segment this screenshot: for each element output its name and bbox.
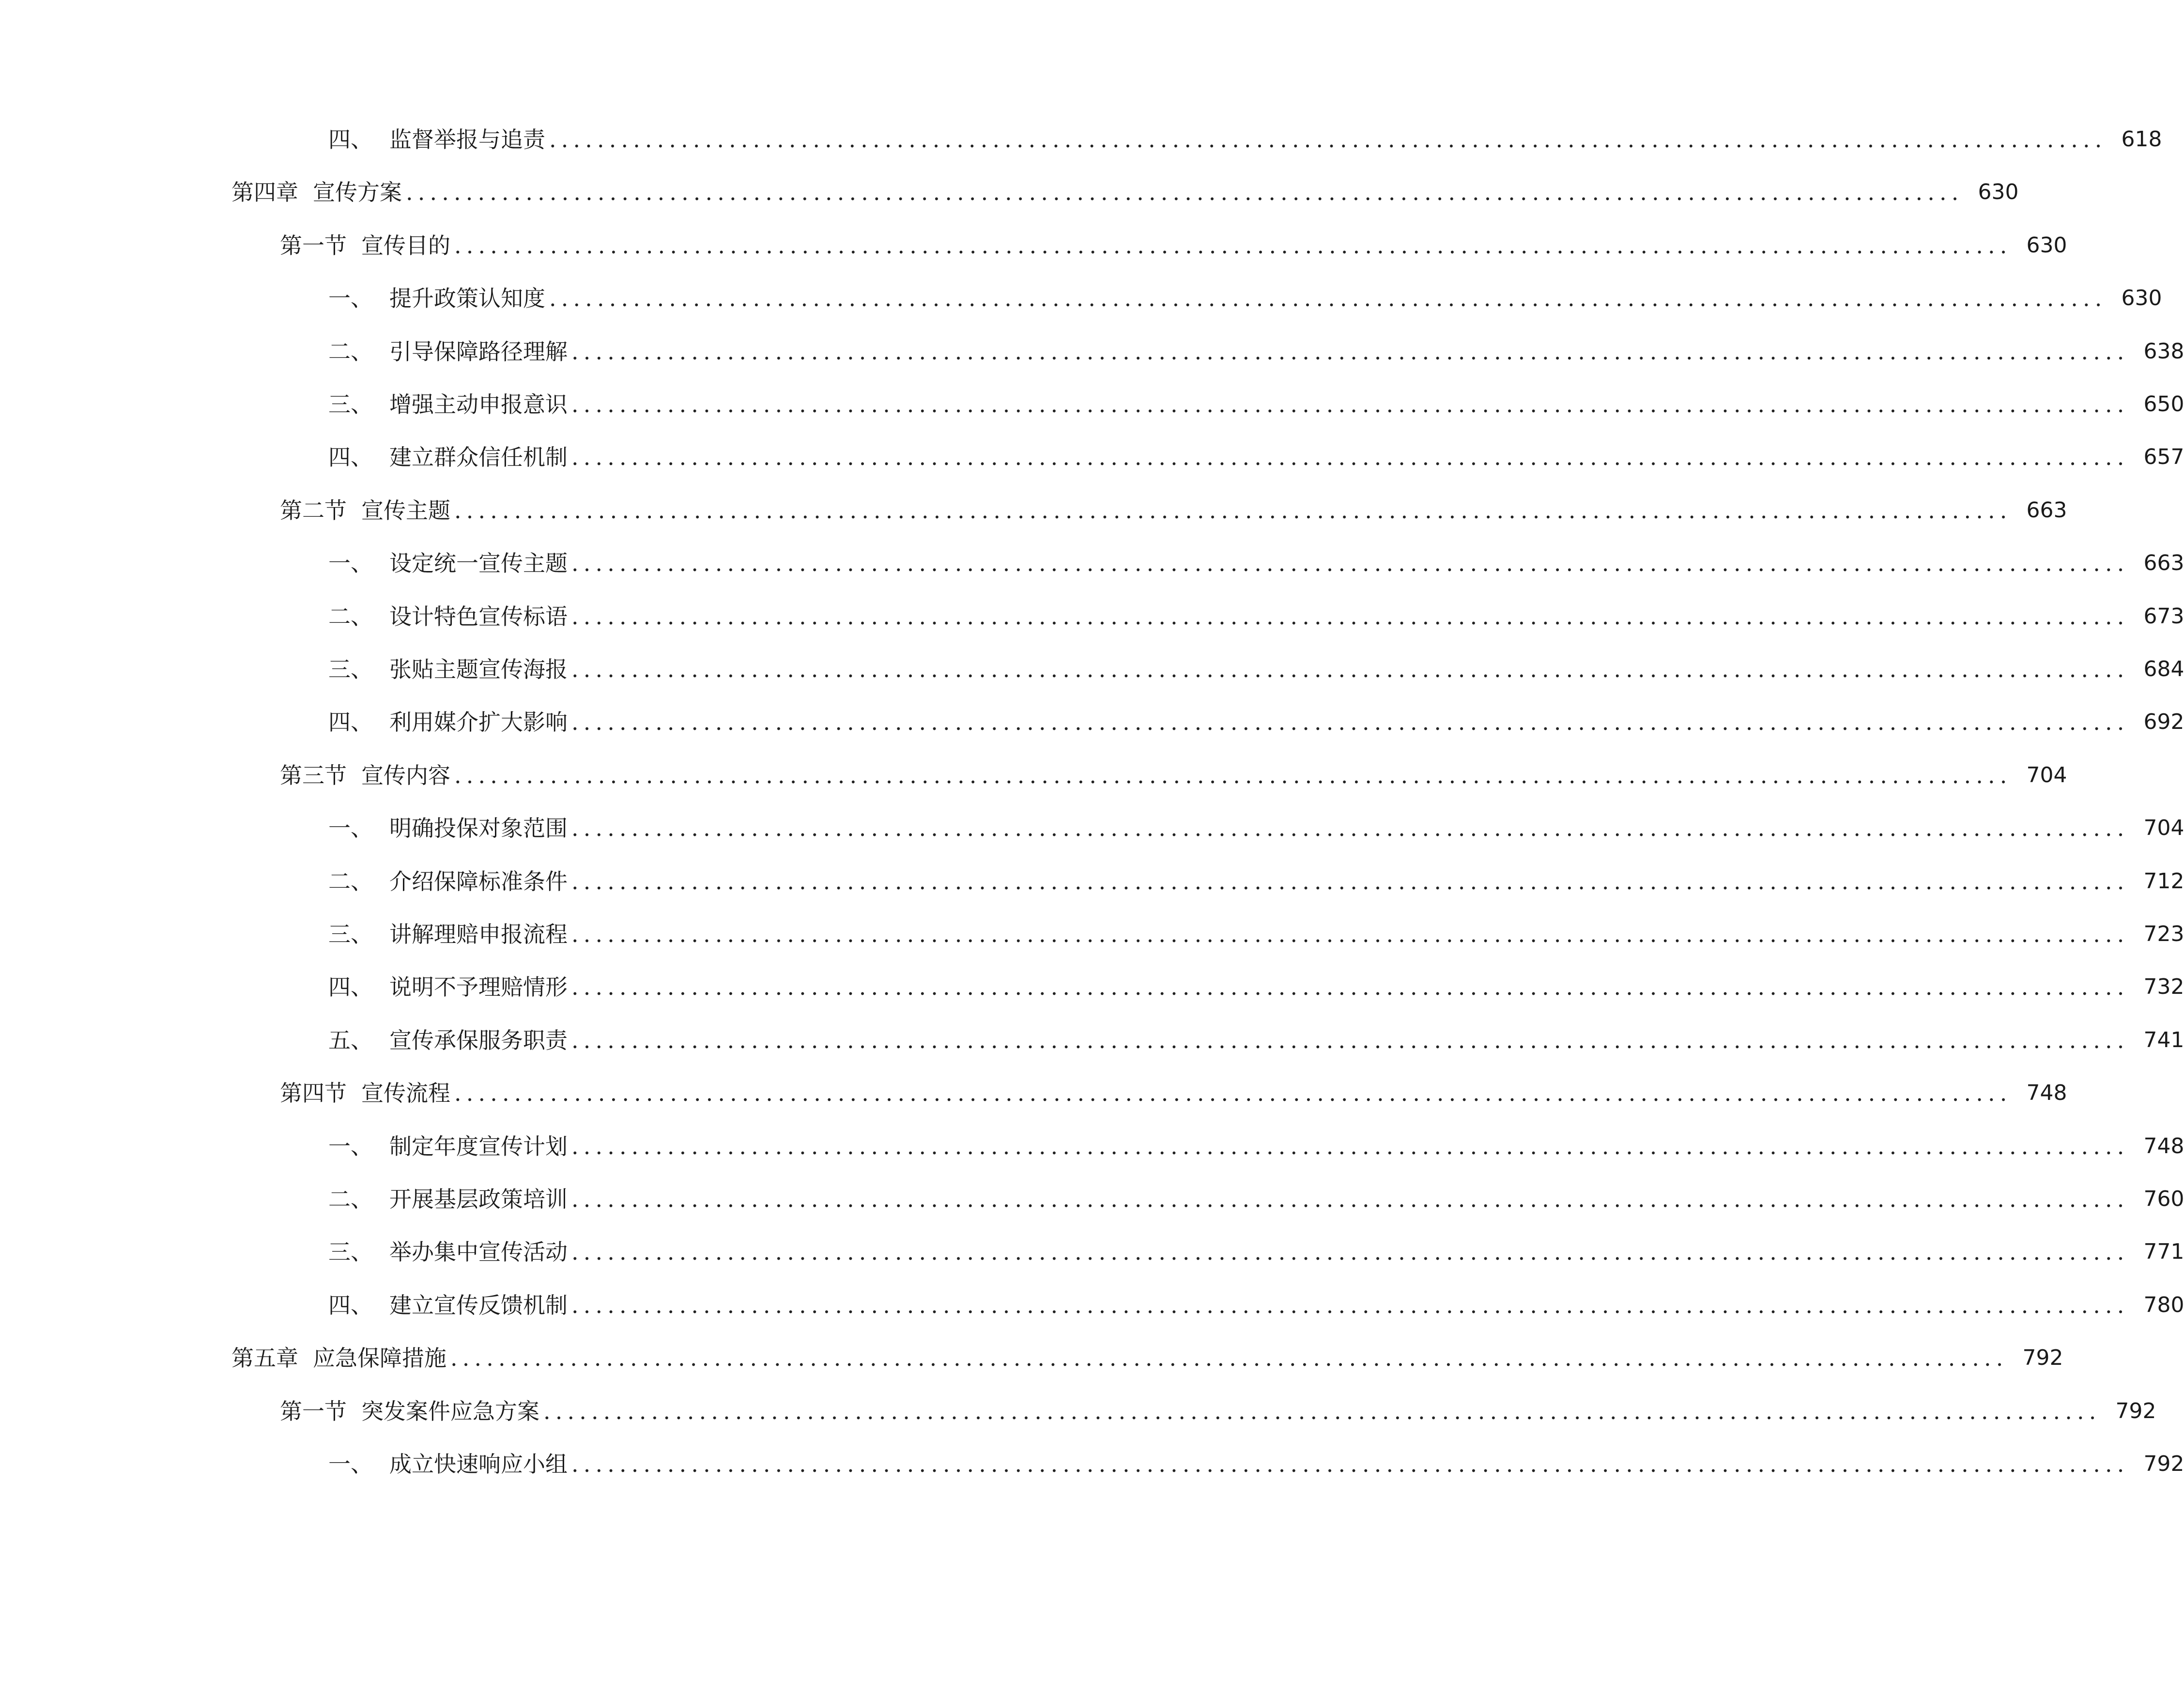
toc-entry[interactable] [328,1014,2184,1067]
toc-entry-number: 二、 [328,603,373,630]
toc-page-number: 663 [2026,497,2067,523]
toc-entry-number: 第一节 [280,232,347,259]
toc-entry-number: 三、 [328,921,373,947]
toc-entry-title: 介绍保障标准条件 [389,868,568,895]
toc-entry[interactable] [280,1385,2156,1438]
toc-dot-leader: .................................................................................................................................. [454,232,2012,259]
toc-page-number: 618 [2121,127,2162,152]
toc-entry-title: 监督举报与追责 [389,126,545,153]
toc-entry-title: 宣传目的 [361,232,450,259]
toc-entry-heading [328,1453,568,1475]
toc-entry-title: 突发案件应急方案 [361,1398,539,1424]
toc-page-number: 792 [2115,1398,2156,1423]
toc-page-number: 630 [1978,180,2019,205]
toc-entry-title: 利用媒介扩大影响 [389,709,568,736]
toc-entry-number: 第四节 [280,1080,347,1107]
toc-entry-number: 二、 [328,868,373,895]
toc-entry[interactable] [328,378,2184,431]
toc-entry-number: 一、 [328,1133,373,1159]
toc-entry-number: 一、 [328,1451,373,1477]
toc-entry-heading [280,1400,539,1422]
toc-entry[interactable] [328,1279,2184,1332]
toc-dot-leader: .................................................................................................................................. [454,497,2012,524]
toc-entry-title: 建立宣传反馈机制 [389,1292,568,1318]
toc-entry-number: 一、 [328,285,373,312]
toc-entry-number: 第一节 [280,1398,347,1424]
toc-entry-title: 增强主动申报意识 [389,391,568,417]
toc-entry-title: 成立快速响应小组 [389,1451,568,1477]
toc-entry-title: 讲解理赔申报流程 [389,921,568,947]
toc-page-number: 792 [2022,1345,2063,1371]
toc-dot-leader: .................................................................................................................................. [571,815,2129,842]
toc-entry-number: 二、 [328,1186,373,1212]
toc-entry-title: 张贴主题宣传海报 [389,656,568,682]
toc-page-number: 780 [2143,1292,2184,1317]
toc-entry-title: 建立群众信任机制 [389,444,568,471]
toc-entry-heading [328,393,568,416]
toc-entry[interactable] [328,113,2162,166]
toc-dot-leader: .................................................................................................................................. [571,656,2129,682]
toc-dot-leader: .................................................................................................................................. [549,285,2107,312]
toc-entry[interactable] [328,1120,2184,1173]
toc-entry-heading [328,550,568,577]
toc-entry-title: 设计特色宣传标语 [389,603,568,630]
toc-entry-number: 四、 [328,126,373,153]
toc-entry-title: 宣传方案 [313,179,402,206]
toc-entry-number: 三、 [328,656,373,682]
toc-dot-leader: .................................................................................................................................. [454,1080,2012,1107]
toc-entry-number: 第三节 [280,762,347,788]
toc-entry-heading [328,605,568,628]
toc-entry[interactable] [328,695,2184,749]
toc-entry-number: 五、 [328,1027,373,1053]
toc-entry-heading [231,179,402,206]
toc-dot-leader: .................................................................................................................................. [571,391,2129,417]
toc-entry-heading [328,1029,568,1051]
toc-entry[interactable] [328,1173,2184,1226]
toc-entry-number: 第五章 [231,1345,298,1372]
toc-page-number: 792 [2143,1452,2184,1476]
toc-dot-leader: .................................................................................................................................. [571,1133,2129,1159]
toc-entry[interactable] [328,960,2184,1014]
toc-entry-number: 第二节 [280,497,347,524]
toc-entry-title: 宣传流程 [361,1080,450,1107]
toc-entry-heading [328,974,568,1001]
toc-entry-heading [328,285,545,312]
toc-page-number: 663 [2143,551,2184,576]
toc-entry-number: 四、 [328,444,373,471]
toc-dot-leader: .................................................................................................................................. [543,1398,2101,1424]
toc-dot-leader: .................................................................................................................................. [571,974,2129,1001]
toc-entry-number: 四、 [328,1292,373,1318]
toc-page-number: 638 [2143,339,2184,364]
toc-entry-heading [328,923,568,945]
toc-dot-leader: .................................................................................................................................. [571,1027,2129,1053]
toc-entry-title: 引导保障路径理解 [389,338,568,365]
toc-entry[interactable] [231,166,2019,219]
toc-entry-number: 四、 [328,974,373,1001]
toc-entry-heading [280,1080,450,1107]
toc-entry-title: 宣传承保服务职责 [389,1027,568,1053]
toc-entry[interactable] [280,749,2067,802]
toc-entry-heading [328,128,545,151]
toc-entry-title: 说明不予理赔情形 [389,974,568,1001]
toc-entry-heading [328,658,568,680]
toc-entry-number: 四、 [328,709,373,736]
toc-entry-number: 三、 [328,1239,373,1266]
toc-page-number: 748 [2026,1081,2067,1106]
toc-dot-leader: .................................................................................................................................. [454,762,2012,788]
toc-entry-heading [328,815,568,842]
toc-page-number: 760 [2143,1187,2184,1211]
toc-page-number: 650 [2143,392,2184,417]
toc-page-number: 741 [2143,1027,2184,1052]
toc-entry[interactable] [328,1225,2184,1279]
toc-entry[interactable] [280,1066,2067,1120]
toc-page-number: 657 [2143,445,2184,470]
toc-entry-number: 一、 [328,815,373,842]
toc-entry-title: 宣传主题 [361,497,450,524]
toc-dot-leader: .................................................................................................................................. [571,1451,2129,1477]
toc-dot-leader: .................................................................................................................................. [571,1292,2129,1318]
toc-dot-leader: .................................................................................................................................. [571,709,2129,736]
toc-entry-number: 一、 [328,550,373,577]
toc-page-number: 771 [2143,1239,2184,1265]
toc-entry[interactable] [280,219,2067,272]
toc-entry[interactable] [328,272,2162,325]
toc-entry[interactable] [328,590,2184,643]
toc-entry-heading [328,709,568,736]
toc-dot-leader: .................................................................................................................................. [571,603,2129,630]
toc-entry[interactable] [328,908,2184,961]
toc-entry-title: 明确投保对象范围 [389,815,568,842]
toc-page-number: 704 [2026,762,2067,788]
toc-entry[interactable] [328,431,2184,484]
toc-entry-heading [280,764,450,787]
toc-page-number: 630 [2026,232,2067,258]
toc-entry-heading [328,1188,568,1210]
toc-entry-number: 第四章 [231,179,298,206]
toc-entry-title: 应急保障措施 [313,1345,446,1372]
toc-dot-leader: .................................................................................................................................. [571,444,2129,471]
toc-entry-title: 开展基层政策培训 [389,1186,568,1212]
toc-dot-leader: .................................................................................................................................. [450,1345,2008,1372]
toc-page-number: 692 [2143,710,2184,735]
toc-entry-heading [280,499,450,522]
toc-dot-leader: .................................................................................................................................. [571,921,2129,947]
toc-entry-title: 设定统一宣传主题 [389,550,568,577]
toc-entry-heading [280,234,450,257]
toc-entry-heading [328,340,568,363]
toc-entry-number: 三、 [328,391,373,417]
toc-entry[interactable] [280,484,2067,537]
toc-dot-leader: .................................................................................................................................. [571,868,2129,895]
toc-entry-title: 制定年度宣传计划 [389,1133,568,1159]
toc-page-number: 748 [2143,1133,2184,1158]
toc-dot-leader: .................................................................................................................................. [571,1239,2129,1266]
toc-entry[interactable] [328,325,2184,378]
toc-entry-title: 宣传内容 [361,762,450,788]
toc-page-number: 704 [2143,816,2184,841]
toc-page-number: 673 [2143,603,2184,629]
toc-entry-heading [328,1135,568,1158]
toc-entry[interactable] [328,537,2184,590]
toc-page-number: 712 [2143,868,2184,894]
toc-dot-leader: .................................................................................................................................. [406,179,1964,206]
toc-dot-leader: .................................................................................................................................. [571,1186,2129,1212]
toc-dot-leader: .................................................................................................................................. [549,126,2107,153]
toc-entry-title: 提升政策认知度 [389,285,545,312]
toc-entry-heading [328,870,568,893]
toc-page-number: 630 [2121,286,2162,311]
toc-entry[interactable] [328,855,2184,908]
toc-dot-leader: .................................................................................................................................. [571,550,2129,577]
toc-page-number: 723 [2143,922,2184,946]
toc-dot-leader: .................................................................................................................................. [571,338,2129,365]
toc-entry-heading [328,1239,568,1266]
toc-entry-title: 举办集中宣传活动 [389,1239,568,1266]
toc-entry[interactable] [231,1331,2063,1385]
toc-entry-heading [231,1345,446,1372]
toc-entry-heading [328,1294,568,1316]
toc-page-number: 684 [2143,657,2184,681]
toc-entry[interactable] [328,1437,2184,1491]
toc-entry-number: 二、 [328,338,373,365]
toc-entry-heading [328,444,568,471]
toc-entry[interactable] [328,802,2184,855]
toc-page-number: 732 [2143,974,2184,1000]
toc-entry[interactable] [328,643,2184,696]
